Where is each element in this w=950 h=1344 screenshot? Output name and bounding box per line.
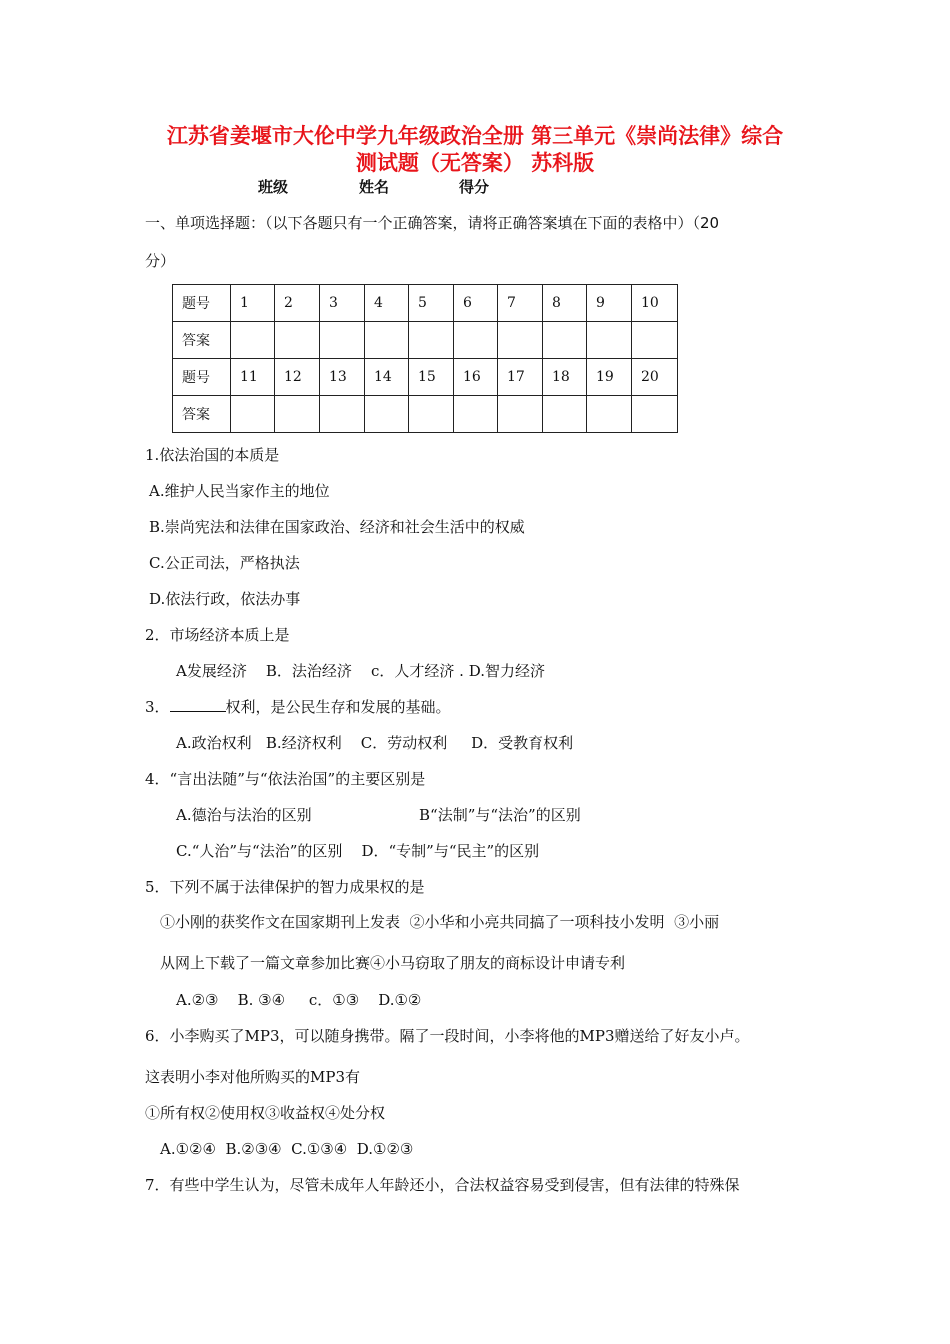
table-row	[173, 285, 678, 322]
question-number: 8	[543, 285, 587, 322]
question-2-stem: 2．市场经济本质上是	[145, 626, 290, 644]
answer-cell[interactable]	[587, 396, 632, 433]
answer-cell[interactable]	[409, 322, 454, 359]
question-number: 12	[275, 359, 320, 396]
question-1-option-b: B.崇尚宪法和法律在国家政治、经济和社会生活中的权威	[149, 518, 525, 536]
name-label: 姓名	[359, 178, 390, 196]
answer-cell[interactable]	[231, 396, 275, 433]
question-3-number: 3．	[145, 698, 170, 716]
question-3-stem	[145, 697, 451, 717]
question-6-options: A.①②④ B.②③④ C.①③④ D.①②③	[160, 1140, 414, 1158]
answer-cell[interactable]	[632, 396, 678, 433]
table-row	[173, 359, 678, 396]
question-number: 2	[275, 285, 320, 322]
question-number: 9	[587, 285, 632, 322]
table-row	[173, 322, 678, 359]
question-number: 18	[543, 359, 587, 396]
question-number: 19	[587, 359, 632, 396]
question-6-stem: 6．小李购买了MP3，可以随身携带。隔了一段时间，小李将他的MP3赠送给了好友小卢。	[145, 1027, 750, 1045]
table-row	[173, 396, 678, 433]
question-4-stem: 4．“言出法随”与“依法治国”的主要区别是	[145, 770, 426, 788]
answer-cell[interactable]	[543, 322, 587, 359]
question-1-option-a: A.维护人民当家作主的地位	[149, 482, 330, 500]
question-number: 11	[231, 359, 275, 396]
answer-cell[interactable]	[320, 396, 365, 433]
section-heading-continued: 分）	[145, 252, 176, 270]
question-number: 16	[454, 359, 498, 396]
answer-table	[172, 284, 678, 433]
row-label: 题号	[173, 285, 231, 322]
question-5-options: A.②③ B. ③④ c．①③ D.①②	[176, 991, 422, 1009]
score-label: 得分	[459, 178, 490, 196]
question-5-statements-line-1: ①小刚的获奖作文在国家期刊上发表 ②小华和小亮共同搞了一项科技小发明 ③小丽	[160, 913, 720, 931]
question-1-option-c: C.公正司法，严格执法	[149, 554, 300, 572]
question-1-stem: 1.依法治国的本质是	[145, 446, 280, 464]
answer-cell[interactable]	[543, 396, 587, 433]
answer-cell[interactable]	[454, 322, 498, 359]
fill-in-blank[interactable]	[170, 697, 226, 712]
document-title-line-1: 江苏省姜堰市大伦中学九年级政治全册 第三单元《崇尚法律》综合	[166, 124, 784, 148]
question-3-options: A.政治权利 B.经济权利 C．劳动权利 D．受教育权利	[176, 734, 574, 752]
question-2-options: A发展经济 B．法治经济 c．人才经济 . D.智力经济	[176, 662, 545, 680]
question-4-options-cd: C.“人治”与“法治”的区别 D．“专制”与“民主”的区别	[176, 842, 540, 860]
answer-cell[interactable]	[409, 396, 454, 433]
answer-cell[interactable]	[454, 396, 498, 433]
question-number: 1	[231, 285, 275, 322]
answer-cell[interactable]	[365, 322, 409, 359]
question-number: 5	[409, 285, 454, 322]
answer-cell[interactable]	[632, 322, 678, 359]
answer-cell[interactable]	[231, 322, 275, 359]
question-number: 13	[320, 359, 365, 396]
question-number: 20	[632, 359, 678, 396]
question-6-statements: ①所有权②使用权③收益权④处分权	[145, 1104, 386, 1122]
question-number: 15	[409, 359, 454, 396]
question-number: 3	[320, 285, 365, 322]
answer-cell[interactable]	[320, 322, 365, 359]
question-4-option-b: B“法制”与“法治”的区别	[419, 806, 581, 824]
section-heading: 一、单项选择题：（以下各题只有一个正确答案，请将正确答案填在下面的表格中）（20	[145, 214, 720, 232]
question-5-statements-line-2: 从网上下载了一篇文章参加比赛④小马窃取了朋友的商标设计申请专利	[160, 954, 626, 972]
question-number: 17	[498, 359, 543, 396]
question-7-stem: 7．有些中学生认为，尽管未成年人年龄还小，合法权益容易受到侵害，但有法律的特殊保	[145, 1176, 740, 1194]
question-3-text: 权利，是公民生存和发展的基础。	[225, 698, 451, 716]
question-number: 4	[365, 285, 409, 322]
row-label: 题号	[173, 359, 231, 396]
question-number: 7	[498, 285, 543, 322]
answer-cell[interactable]	[498, 396, 543, 433]
question-4-option-a: A.德治与法治的区别	[176, 806, 312, 824]
answer-cell[interactable]	[275, 396, 320, 433]
row-label: 答案	[173, 396, 231, 433]
answer-cell[interactable]	[365, 396, 409, 433]
row-label: 答案	[173, 322, 231, 359]
answer-cell[interactable]	[275, 322, 320, 359]
question-1-option-d: D.依法行政，依法办事	[149, 590, 301, 608]
question-number: 6	[454, 285, 498, 322]
document-title-line-2: 测试题（无答案） 苏科版	[355, 151, 595, 175]
question-number: 14	[365, 359, 409, 396]
question-6-stem-continued: 这表明小李对他所购买的MP3有	[145, 1068, 360, 1086]
answer-cell[interactable]	[498, 322, 543, 359]
answer-cell[interactable]	[587, 322, 632, 359]
class-label: 班级	[258, 178, 289, 196]
question-number: 10	[632, 285, 678, 322]
question-5-stem: 5．下列不属于法律保护的智力成果权的是	[145, 878, 425, 896]
